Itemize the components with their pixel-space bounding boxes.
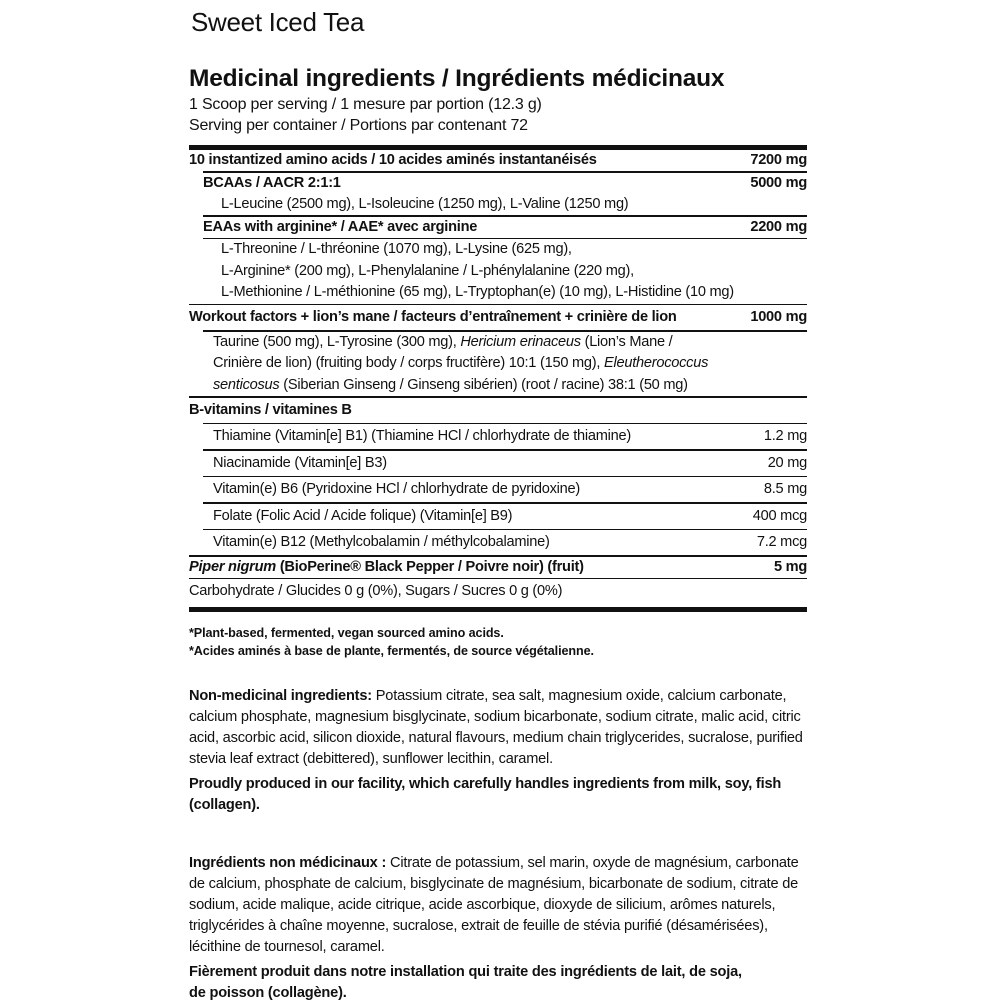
- carbs-label: Carbohydrate / Glucides 0 g (0%), Sugars / Sucres 0 g (0%): [189, 583, 563, 599]
- vitamin-amount: 7.2 mcg: [756, 534, 807, 550]
- workout-label: Workout factors + lion’s mane / facteurs d’entraînement + crinière de lion: [189, 309, 677, 325]
- vitamin-label: Thiamine (Vitamin[e] B1) (Thiamine HCl / chlorhydrate de thiamine): [213, 428, 631, 444]
- vitamin-row: [189, 451, 807, 476]
- footnote-fr: *Acides aminés à base de plante, fermentés, de source végétalienne.: [189, 644, 594, 658]
- eaa-detail-line: L-Threonine / L-thréonine (1070 mg), L-Lysine (625 mg),: [221, 241, 572, 257]
- bcaa-row: [189, 173, 807, 194]
- vitamin-row: [189, 477, 807, 502]
- piper-row: [189, 557, 807, 578]
- non-medicinal-en: [189, 686, 807, 770]
- bcaa-amount: 5000 mg: [750, 174, 807, 191]
- bvitamins-label: B-vitamins / vitamines B: [189, 401, 352, 418]
- vitamin-row: [189, 504, 807, 529]
- carbs-row: [189, 579, 807, 604]
- workout-amount: 1000 mg: [750, 309, 807, 325]
- piper-description: (BioPerine® Black Pepper / Poivre noir) (fruit): [276, 558, 584, 575]
- piper-latin-name: Piper nigrum: [189, 558, 277, 575]
- eaa-label: EAAs with arginine* / AAE* avec arginine: [203, 218, 478, 235]
- non-medicinal-fr: [189, 853, 807, 958]
- serving-size: 1 Scoop per serving / 1 mesure par portion (12.3 g): [189, 96, 542, 113]
- vitamin-label: Vitamin(e) B6 (Pyridoxine HCl / chlorhydrate de pyridoxine): [213, 481, 581, 497]
- workout-latin-name: Eleutherococcus: [603, 355, 709, 371]
- vitamin-amount: 20 mg: [767, 454, 807, 471]
- piper-label: [189, 557, 774, 578]
- bvitamins-row: [189, 398, 807, 423]
- vitamin-amount: 400 mcg: [752, 507, 807, 524]
- amino-acids-amount: 7200 mg: [750, 152, 807, 168]
- footnote: [189, 624, 807, 660]
- workout-text: (Siberian Ginseng / Ginseng sibérien) (root / racine) 38:1 (50 mg): [279, 376, 688, 393]
- vitamin-label: Niacinamide (Vitamin[e] B3): [213, 454, 387, 471]
- non-medicinal-fr-text: Citrate de potassium, sel marin, oxyde de magnésium, carbonate de calcium, phosphate de calcium, bisglycinate de magnésium, bicarbonate de sodium, citrate de sodium, acide malique, acide citrique, acide ascorbique, dioxyde de silicium, arômes naturels, triglycérides à chaîne moyenne, sucralose, extrait de feuille de stévia purifié (désamérisées), lécithine de tournesol, caramel.: [189, 855, 799, 955]
- vitamin-row: [189, 424, 807, 449]
- eaa-amount: 2200 mg: [750, 218, 807, 235]
- amino-acids-row: [189, 150, 807, 171]
- workout-text: Taurine (500 mg), L-Tyrosine (300 mg),: [213, 333, 461, 350]
- workout-latin-name: Hericium erinaceus: [460, 333, 581, 350]
- piper-amount: 5 mg: [773, 558, 807, 575]
- supplement-label: [189, 6, 807, 1004]
- section-title: Medicinal ingredients / Ingrédients médicinaux: [189, 65, 725, 92]
- workout-detail: [189, 332, 807, 397]
- workout-text: (Lion’s Mane /: [580, 333, 673, 350]
- servings-per-container: Serving per container / Portions par contenant 72: [189, 117, 528, 134]
- vitamin-label: Vitamin(e) B12 (Methylcobalamin / méthylcobalamine): [213, 534, 550, 550]
- workout-detail-line: [213, 375, 807, 397]
- footnote-en: *Plant-based, fermented, vegan sourced amino acids.: [189, 626, 504, 640]
- workout-text: Crinière de lion) (fruiting body / corps fructifère) 10:1 (150 mg),: [213, 355, 604, 371]
- vitamin-row: [189, 530, 807, 555]
- eaa-detail-line: L-Arginine* (200 mg), L-Phenylalanine / L-phénylalanine (220 mg),: [221, 262, 634, 279]
- flavor-name: Sweet Iced Tea: [191, 7, 365, 37]
- allergen-fr-line: de poisson (collagène).: [189, 985, 347, 1001]
- eaa-detail: [189, 239, 807, 304]
- allergen-fr-line: Fièrement produit dans notre installation qui traite des ingrédients de lait, de soja,: [189, 964, 742, 980]
- vitamin-label: Folate (Folic Acid / Acide folique) (Vitamin[e] B9): [213, 507, 513, 524]
- workout-detail-line: [213, 332, 807, 354]
- vitamin-amount: 8.5 mg: [763, 481, 807, 497]
- workout-row: [189, 305, 807, 330]
- workout-detail-line: [213, 353, 807, 375]
- bcaa-label: BCAAs / AACR 2:1:1: [203, 174, 341, 191]
- non-medicinal-fr-heading: Ingrédients non médicinaux :: [189, 855, 387, 871]
- bottom-rule: [189, 607, 807, 612]
- vitamin-amount: 1.2 mg: [763, 428, 807, 444]
- allergen-fr: [189, 962, 807, 1004]
- non-medicinal-en-text: Potassium citrate, sea salt, magnesium oxide, calcium carbonate, calcium phosphate, magnesium bisglycinate, sodium bicarbonate, sodium citrate, malic acid, citric acid, ascorbic acid, silicon dioxide, natural flavours, medium chain triglycerides, sucralose, purified stevia leaf extract (debittered), sunflower lecithin, caramel.: [189, 688, 803, 767]
- allergen-en: Proudly produced in our facility, which carefully handles ingredients from milk, soy, fish (collagen).: [189, 776, 782, 813]
- workout-latin-name: senticosus: [213, 376, 280, 393]
- bcaa-detail: L-Leucine (2500 mg), L-Isoleucine (1250 mg), L-Valine (1250 mg): [221, 195, 629, 212]
- eaa-row: [189, 217, 807, 238]
- eaa-detail-line: L-Methionine / L-méthionine (65 mg), L-Tryptophan(e) (10 mg), L-Histidine (10 mg): [221, 284, 734, 300]
- amino-acids-label: 10 instantized amino acids / 10 acides aminés instantanéisés: [189, 152, 597, 168]
- non-medicinal-en-heading: Non-medicinal ingredients:: [189, 688, 372, 704]
